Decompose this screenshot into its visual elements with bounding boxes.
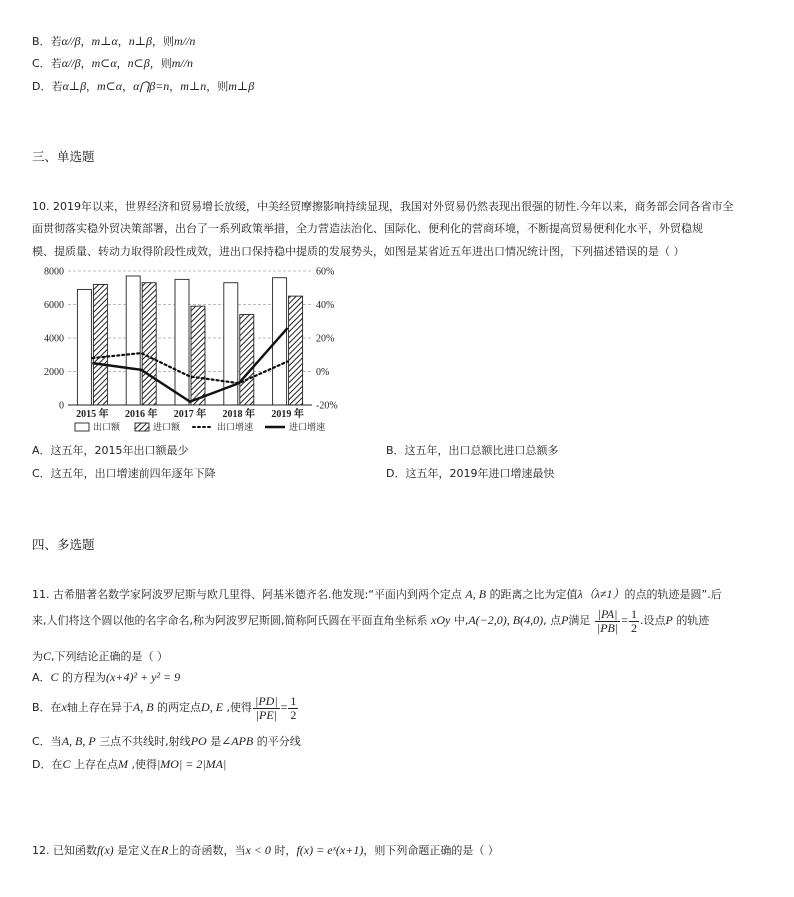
y-right-tick-label: 60% — [316, 266, 335, 278]
x-tick-label: 2016 年 — [124, 409, 158, 420]
ratio-pd-pe: $\frac{|PD|}{|PE|}$ — [255, 693, 278, 722]
x-tick-label: 2019 年 — [271, 409, 304, 420]
q11-option-a[interactable]: A．C 的方程为(x+4)² + y² = 9 — [32, 670, 181, 684]
option-prev-b[interactable]: B．若α//β，m⊥α，n⊥β，则m//n — [32, 34, 196, 48]
bar-export — [126, 276, 140, 405]
legend-swatch-import — [135, 423, 149, 431]
q11-option-b[interactable]: B．在x轴上存在异于A, B 的两定点D, E ,使得 $\frac{|PD|}{|PE|}$ = $\frac{1}{2}$ — [32, 693, 297, 722]
y-left-tick-label: 2000 — [44, 367, 64, 378]
q10-option-a[interactable]: A．这五年，2015年出口额最少 — [32, 444, 189, 457]
option-prev-d[interactable]: D．若α⊥β，m⊂α，α⋂β=n，m⊥n，则m⊥β — [32, 79, 255, 93]
y-left-tick-label: 6000 — [44, 300, 64, 311]
q10-stem-line3: 模、提质量、转动力取得阶段性成效，进出口保持稳中提质的发展势头，如图是某省近五年进出口情况统计图，下列描述错误的是（ ） — [32, 245, 685, 258]
bar-import — [289, 296, 303, 405]
q10-stem-line1: 10. 2019年以来，世界经济和贸易增长放缓，中美经贸摩擦影响持续显现，我国对外贸易仍然表现出很强的韧性.今年以来，商务部会同各省市全 — [32, 200, 734, 213]
x-tick-label: 2015 年 — [76, 409, 109, 420]
legend-swatch-export — [75, 423, 89, 431]
q11-option-c[interactable]: C．当A, B, P 三点不共线时,射线PO 是∠APB 的平分线 — [32, 734, 301, 748]
line-import-growth — [92, 328, 287, 402]
y-left-tick-label: 0 — [59, 400, 64, 412]
q10-stem-line2: 面贯彻落实稳外贸决策部署，出台了一系列政策举措，全力营造法治化、国际化、便利化的营商环境，不断提高贸易便利化水平，外贸稳规 — [32, 222, 703, 235]
bar-export — [77, 289, 91, 405]
legend-label-import-growth: 进口增速 — [289, 423, 326, 433]
y-right-tick-label: 40% — [316, 300, 335, 311]
y-right-tick-label: -20% — [316, 400, 338, 412]
q12-stem: 12. 已知函数f(x) 是定义在R上的奇函数，当x < 0 时，f(x) = eˣ(x+1)，则下列命题正确的是（ ） — [32, 843, 499, 857]
q10-option-b[interactable]: B．这五年，出口总额比进口总额多 — [386, 444, 559, 457]
legend-label-import: 进口额 — [153, 423, 181, 433]
section-title-multi-choice: 四、多选题 — [32, 537, 95, 552]
bar-import — [240, 315, 254, 405]
q10-option-d[interactable]: D．这五年，2019年进口增速最快 — [386, 467, 555, 480]
q11-stem-line1: 11. 古希腊著名数学家阿波罗尼斯与欧几里得、阿基米德齐名.他发现:“平面内到两个定点 A, B 的距离之比为定值λ（λ≠1）的点的轨迹是圆”.后 — [32, 587, 722, 601]
option-prev-c[interactable]: C．若α//β，m⊂α，n⊂β，则m//n — [32, 56, 194, 70]
y-right-tick-label: 0% — [316, 367, 330, 378]
fraction-one-half-b: $\frac{1}{2}$ — [290, 693, 297, 722]
section-title-single-choice: 三、单选题 — [32, 149, 95, 164]
q10-option-c[interactable]: C．这五年，出口增速前四年逐年下降 — [32, 467, 216, 480]
legend-label-export-growth: 出口增速 — [217, 423, 254, 433]
import-export-chart — [30, 262, 360, 440]
x-tick-label: 2018 年 — [222, 409, 256, 420]
q11-stem-line3: 为C,下列结论正确的是（ ） — [32, 649, 169, 663]
fraction-one-half: $\frac{1}{2}$ — [630, 606, 637, 635]
y-right-tick-label: 20% — [316, 333, 335, 345]
x-tick-label: 2017 年 — [173, 409, 207, 420]
y-left-tick-label: 4000 — [44, 333, 64, 345]
bar-import — [93, 284, 107, 405]
q11-option-d[interactable]: D．在C 上存在点M ,使得|MO| = 2|MA| — [32, 757, 227, 771]
q11-stem-line2: 来,人们将这个圆以他的名字命名,称为阿波罗尼斯圆,简称阿氏圆在平面直角坐标系 xOy 中,A(−2,0), B(4,0), 点P满足 $\frac{|PA|}{|PB|}$ = $\frac{1}{2}$ .设点P 的轨迹 — [32, 606, 710, 635]
bar-import — [142, 283, 156, 405]
y-left-tick-label: 8000 — [44, 266, 64, 278]
legend-label-export: 出口额 — [93, 423, 121, 433]
bar-export — [175, 279, 189, 405]
bar-import — [191, 306, 205, 405]
ratio-pa-pb: $\frac{|PA|}{|PB|}$ — [596, 606, 619, 635]
